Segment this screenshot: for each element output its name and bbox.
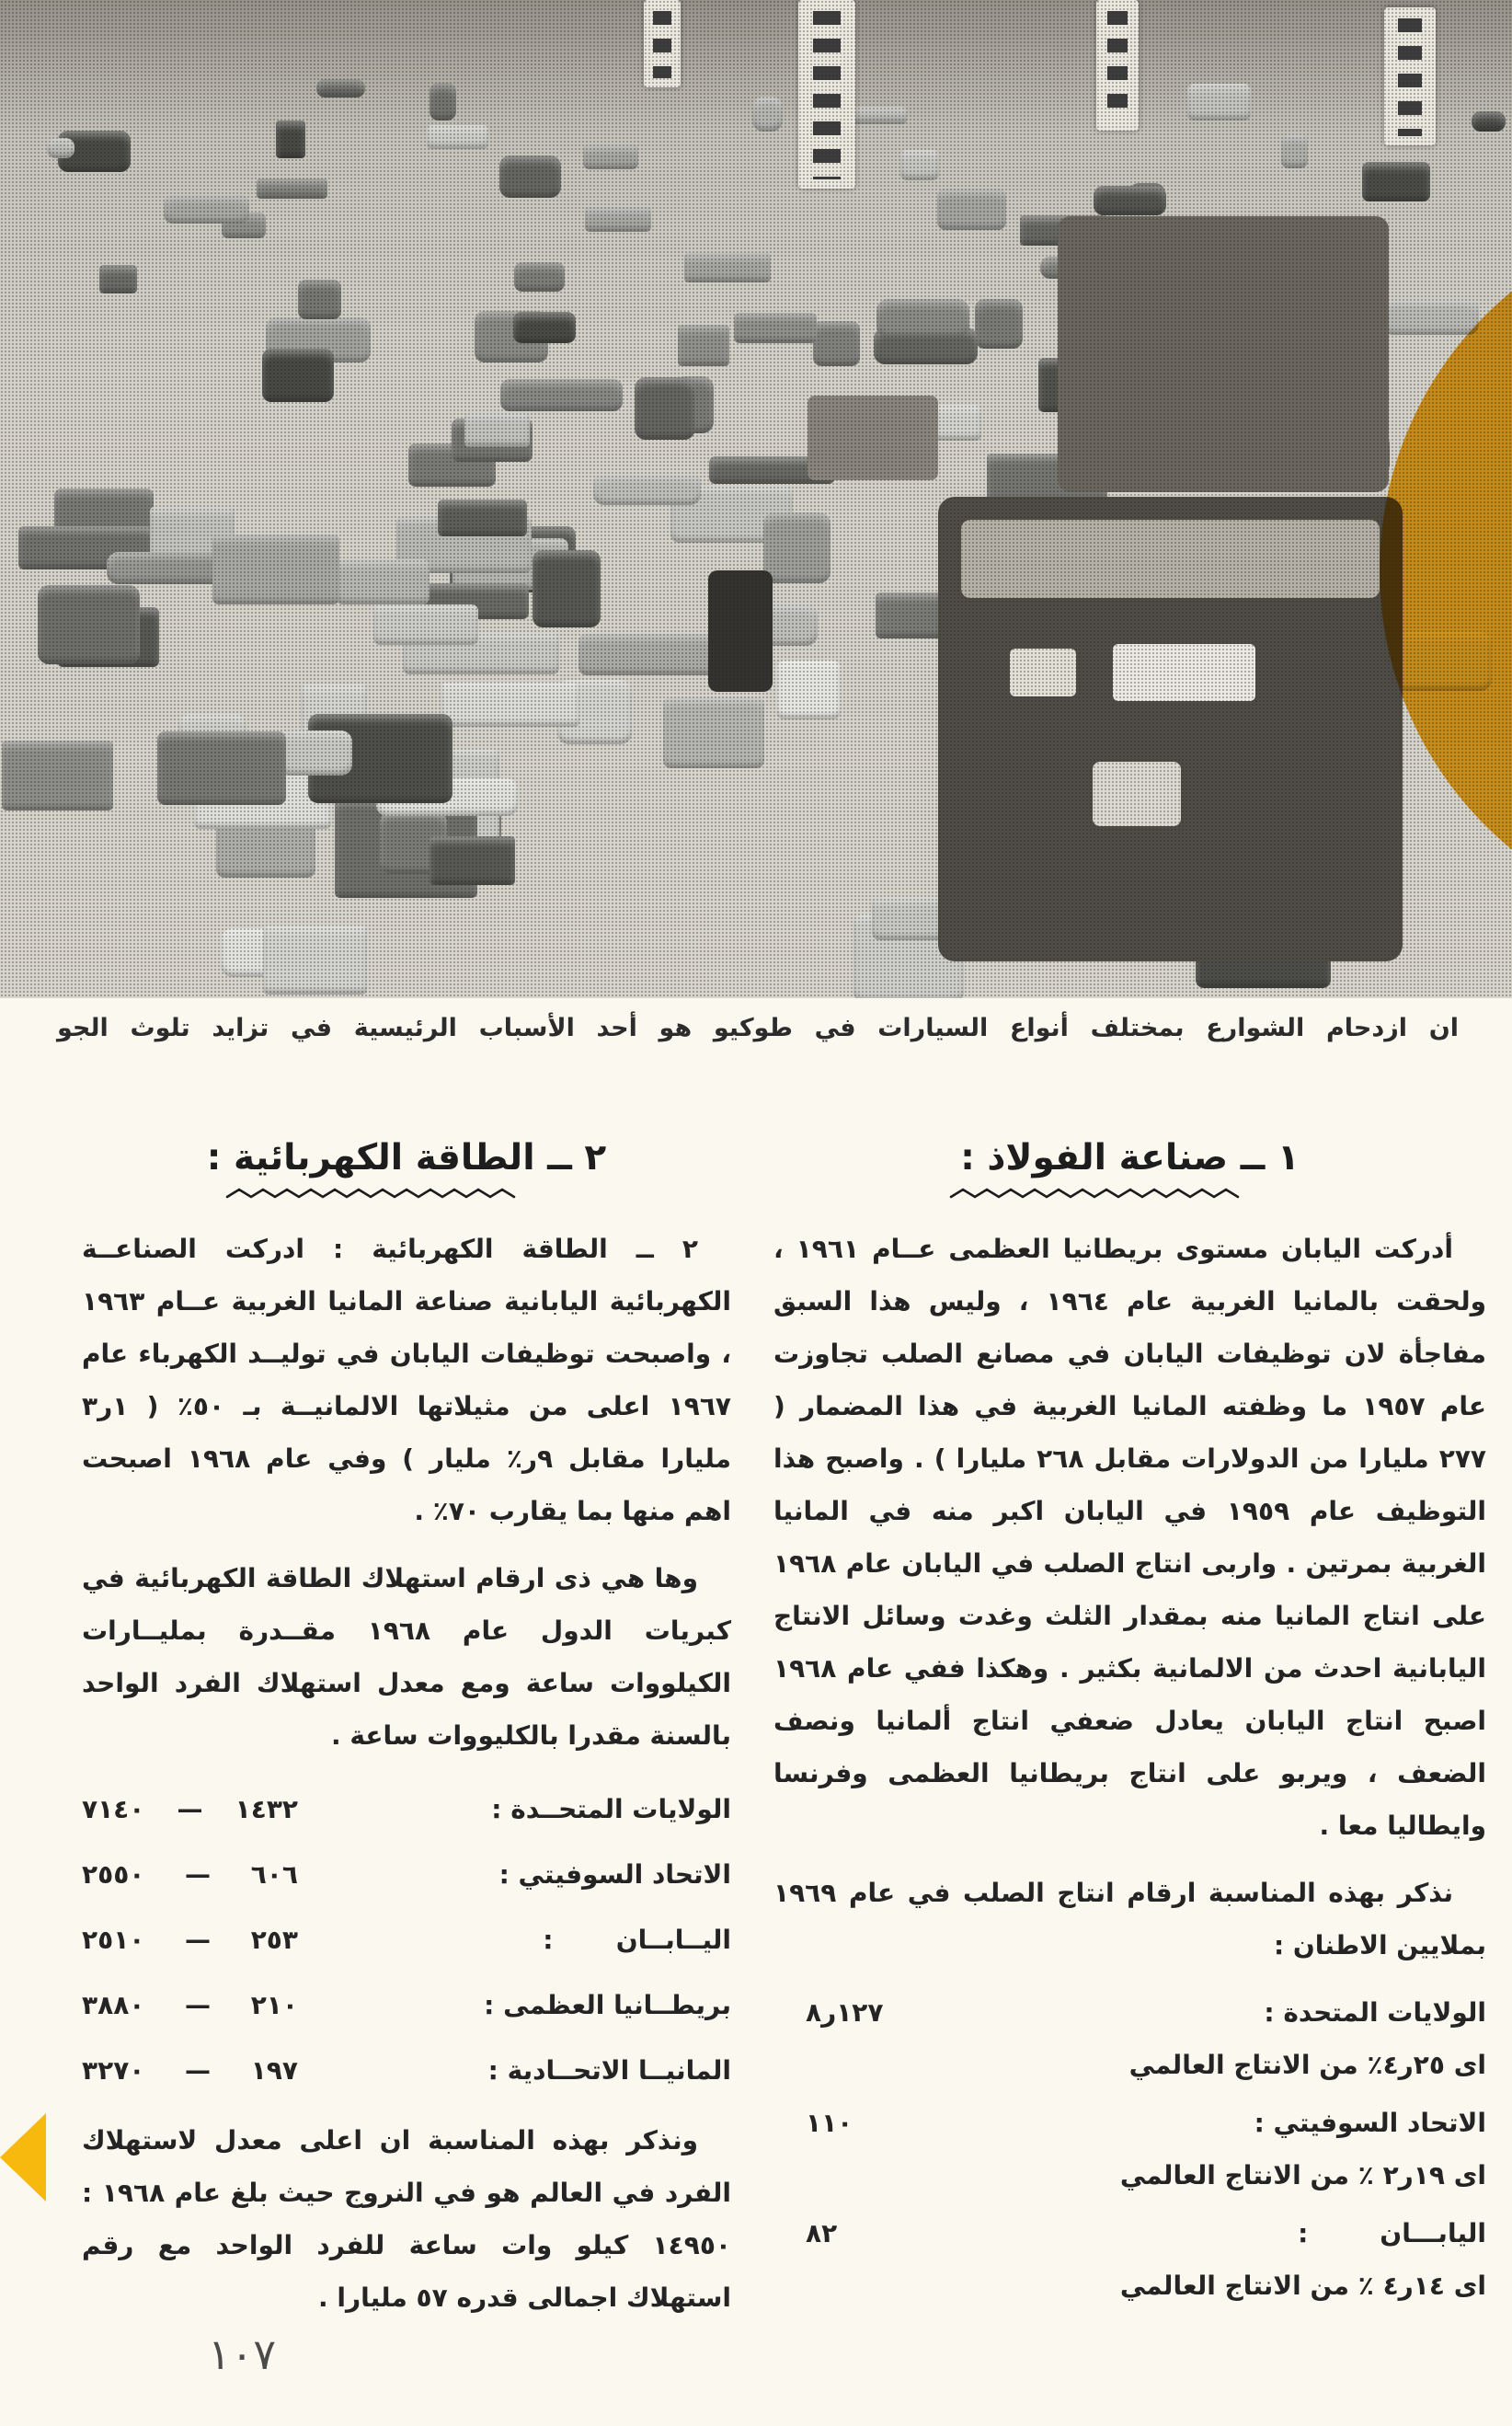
- car-shape: [937, 189, 1006, 230]
- car-shape: [1362, 162, 1430, 201]
- country-value: ١٢٧ر٨: [806, 1996, 884, 2028]
- japanese-sign: [1384, 7, 1436, 145]
- country-values: [82, 1776, 298, 1842]
- photo-caption: ان ازدحام الشوارع بمختلف أنواع السيارات في طوكيو هو أحد الأسباب الرئيسية في تزايد تلوث الجو: [57, 1014, 1459, 1042]
- car-shape: [373, 604, 479, 645]
- car-shape: [262, 349, 335, 402]
- car-shape: [678, 325, 728, 366]
- power-paragraph-3: ونذكر بهذه المناسبة ان اعلى معدل لاستهلاك الفرد في العالم هو في النروج حيث بلغ عام ١٩٦٨ : ١٤٩٥٠ كيلو وات ساعة للفرد الواحد مع رقم استهلاك اجمالى قدره ٥٧ مليارا .: [82, 2124, 731, 2313]
- dash: —: [185, 1858, 212, 1890]
- car-shape: [663, 697, 764, 768]
- car-shape: [734, 313, 817, 343]
- power-consumption-table: [82, 1776, 731, 2103]
- car-shape: [813, 321, 860, 366]
- car-shape: [1472, 111, 1506, 132]
- percapita-value: ٣٢٧٠: [82, 2054, 145, 2086]
- country-label: الاتحاد السوفيتي :: [1254, 2107, 1486, 2138]
- car-shape: [752, 97, 783, 131]
- car-shape: [464, 413, 530, 447]
- car-shape: [635, 377, 695, 440]
- car-shape: [263, 926, 366, 995]
- car-shape: [276, 121, 305, 157]
- car-shape: [336, 559, 430, 604]
- country-value: ١١٠: [806, 2107, 853, 2138]
- car-shape: [763, 512, 830, 583]
- car-shape: [1382, 299, 1479, 335]
- car-shape: [513, 312, 576, 343]
- country-values: [82, 1842, 298, 1907]
- car-shape: [438, 500, 527, 536]
- section-electric-power: [82, 1133, 731, 2339]
- car-shape: [499, 155, 561, 198]
- car-shape: [164, 195, 249, 224]
- power-paragraph-1: ٢ ــ الطاقة الكهربائية : ادركت الصناعــة الكهربائية اليابانية صناعة المانيا الغربية عــام ١٩٦٣ ، واصبحت توظيفات اليابان في توليــد الكهرباء عام ١٩٦٧ اعلى من مثيلاتها الالمانيــة بـ ٥٠٪ ( ١ر٣ مليارا مقابل ٩ر٪ مليار ) وفي عام ١٩٦٨ اصبحت اهم منها بما يقارب ٧٠٪ .: [82, 1233, 731, 1526]
- steel-row-japan: [773, 2207, 1486, 2259]
- car-shape: [279, 730, 352, 776]
- country-label: اليابـــان :: [1298, 2217, 1486, 2248]
- steel-paragraph-1: أدركت اليابان مستوى بريطانيا العظمى عــام ١٩٦١ ، ولحقت بالمانيا الغربية عام ١٩٦٤ ، وليس هذا السبق مفاجأة لان توظيفات اليابان في مصانع الصلب تجاوزت عام ١٩٥٧ ما وظفته المانيا الغربية في هذا المضمار ( ٢٧٧ مليارا من الدولارات مقابل ٢٦٨ مليارا ) . واصبح هذا التوظيف عام ١٩٥٩ في اليابان اكبر منه في المانيا الغربية بمرتين . واربى انتاج الصلب في اليابان عام ١٩٦٨ على انتاج المانيا منه بمقدار الثلث وغدت وسائل الانتاج اليابانية احدث من الالمانية بكثير . وهكذا ففي عام ١٩٦٨ اصبح انتاج اليابان يعادل ضعفي انتاج ألمانيا ونصف الضعف ، ويربو على انتاج بريطانيا العظمى وفرنسا وايطاليا معا .: [773, 1233, 1487, 1841]
- car-shape: [157, 731, 286, 804]
- bus-shape: [808, 396, 938, 480]
- japanese-sign: [798, 0, 855, 189]
- car-shape: [533, 550, 600, 627]
- power-row-west-germany: [82, 2038, 731, 2103]
- bus-shape: [961, 520, 1380, 598]
- bus-shape: [1113, 644, 1255, 701]
- bus-shape: [708, 570, 773, 692]
- car-shape: [585, 207, 651, 232]
- car-shape: [684, 253, 771, 283]
- page-number: ١٠٧: [208, 2329, 277, 2379]
- car-shape: [876, 299, 969, 338]
- steel-share-usa: اى ٢٥ر٤٪ من الانتاج العالمي: [1128, 2049, 1486, 2080]
- dash: —: [185, 1989, 212, 2020]
- car-shape: [316, 79, 365, 98]
- japanese-sign: [1096, 0, 1139, 131]
- total-value: ٢١٠: [250, 1989, 298, 2020]
- car-shape: [578, 634, 716, 675]
- steel-paragraph-2: نذكر بهذه المناسبة ارقام انتاج الصلب في عام ١٩٦٩ بملايين الاطنان :: [773, 1877, 1486, 1960]
- total-value: ١٤٣٢: [235, 1793, 298, 1824]
- total-value: ٦٠٦: [250, 1858, 298, 1890]
- car-shape: [430, 836, 515, 884]
- car-shape: [593, 473, 701, 505]
- car-shape: [427, 125, 488, 150]
- car-shape: [900, 150, 939, 180]
- car-shape: [1281, 134, 1308, 168]
- car-shape: [47, 138, 74, 158]
- power-heading: ٢ ــ الطاقة الكهربائية :: [206, 1137, 607, 1179]
- japanese-sign: [644, 0, 681, 87]
- country-label: الولايات المتحدة :: [1264, 1996, 1486, 2028]
- tokyo-traffic-photo: [0, 0, 1512, 998]
- car-shape: [975, 299, 1024, 349]
- dash: —: [185, 2054, 212, 2086]
- power-row-usa: [82, 1776, 731, 1842]
- steel-row-ussr: [773, 2097, 1486, 2149]
- bus-shape: [1093, 762, 1181, 826]
- car-shape: [1187, 84, 1252, 120]
- car-shape: [514, 262, 565, 293]
- steel-row-usa: [773, 1986, 1486, 2039]
- car-shape: [1094, 186, 1166, 215]
- country-label: اليــابــان :: [543, 1924, 731, 1955]
- percapita-value: ٣٨٨٠: [82, 1989, 145, 2020]
- country-values: [82, 2038, 298, 2103]
- bus-shape: [1010, 649, 1076, 696]
- power-row-japan: [82, 1907, 731, 1972]
- car-shape: [583, 144, 638, 170]
- bus-shape: [1058, 216, 1389, 492]
- wavy-underline: [949, 1186, 1253, 1201]
- power-row-ussr: [82, 1842, 731, 1907]
- country-label: الاتحاد السوفيتي :: [498, 1858, 731, 1890]
- car-shape: [38, 585, 141, 664]
- percapita-value: ٧١٤٠: [82, 1793, 145, 1824]
- total-value: ١٩٧: [250, 2054, 298, 2086]
- section-steel-industry: [773, 1133, 1486, 2339]
- car-shape: [441, 683, 579, 727]
- car-shape: [2, 741, 113, 811]
- country-label: المانيــا الاتحــادية :: [487, 2054, 731, 2086]
- car-shape: [430, 83, 457, 121]
- country-values: [82, 1972, 298, 2038]
- article-columns: [0, 1133, 1512, 2339]
- car-shape: [298, 280, 342, 319]
- car-shape: [500, 379, 623, 410]
- car-shape: [776, 661, 842, 719]
- country-label: بريطــانيا العظمى :: [484, 1989, 731, 2020]
- car-shape: [257, 178, 327, 200]
- car-shape: [212, 535, 339, 604]
- country-value: ٨٢: [806, 2217, 838, 2248]
- percapita-value: ٢٥١٠: [82, 1924, 145, 1955]
- steel-heading: ١ ــ صناعة الفولاذ :: [960, 1137, 1300, 1179]
- country-values: [82, 1907, 298, 1972]
- car-shape: [99, 265, 137, 293]
- steel-share-japan: اى ١٤ر٤ ٪ من الانتاج العالمي: [1119, 2270, 1486, 2301]
- dash: —: [185, 1924, 212, 1955]
- dash: —: [177, 1793, 203, 1824]
- power-paragraph-2: وها هي ذى ارقام استهلاك الطاقة الكهربائية في كبريات الدول عام ١٩٦٨ مقــدرة بمليــارات الكيلووات ساعة ومع معدل استهلاك الفرد الواحد بالسنة مقدرا بالكليووات ساعة .: [82, 1562, 732, 1751]
- wavy-underline: [225, 1186, 529, 1201]
- percapita-value: ٢٥٥٠: [82, 1858, 145, 1890]
- country-label: الولايات المتحــدة :: [491, 1793, 731, 1824]
- power-row-britain: [82, 1972, 731, 2038]
- total-value: ٢٥٣: [250, 1924, 298, 1955]
- steel-share-ussr: اى ١٩ر٢ ٪ من الانتاج العالمي: [1119, 2159, 1486, 2190]
